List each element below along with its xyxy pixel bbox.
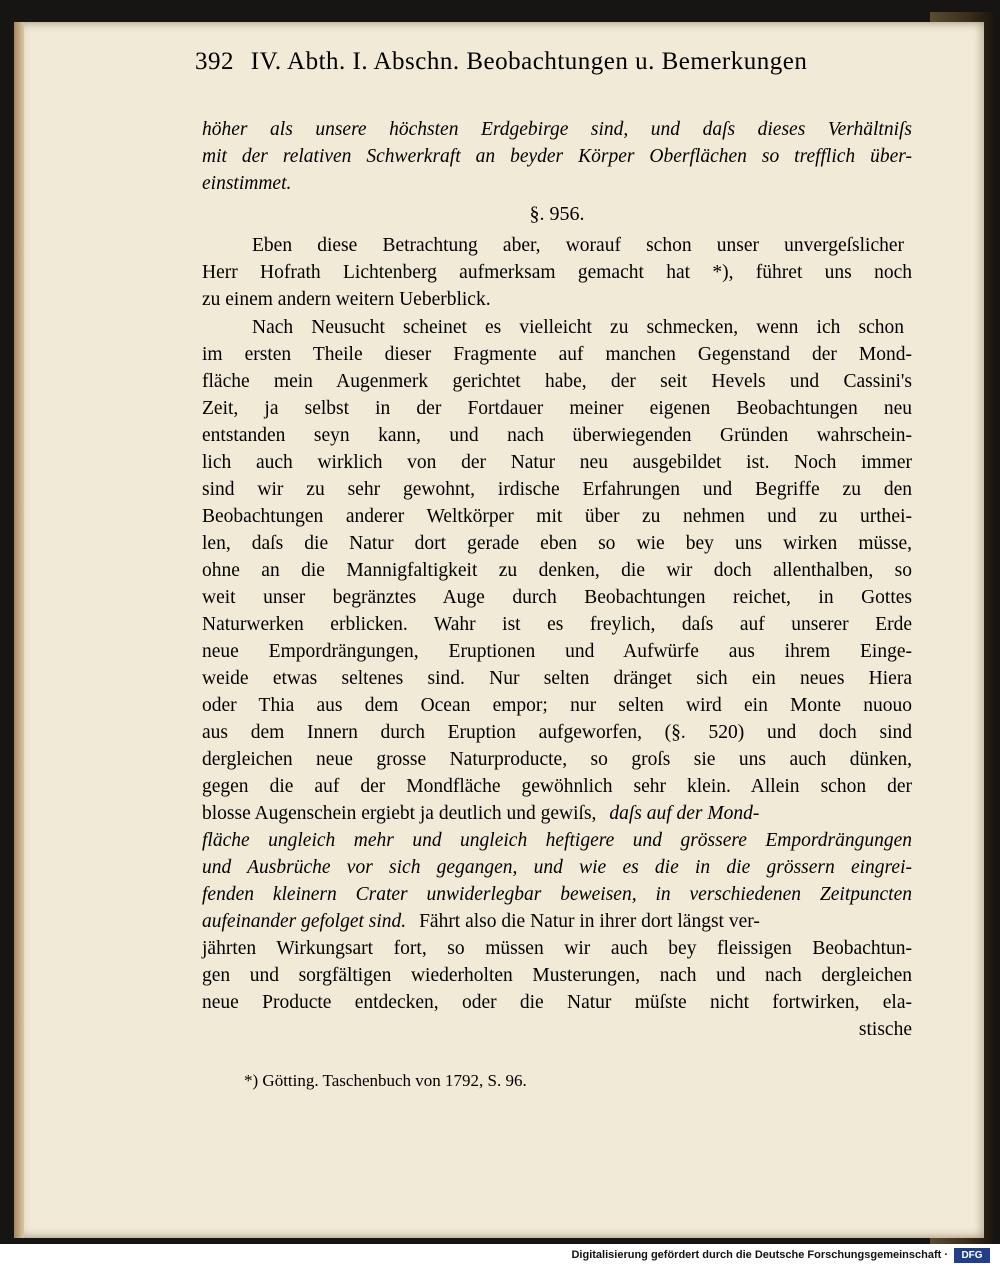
text-line: zu einem andern weitern Ueberblick. xyxy=(202,289,491,310)
text-line: mit der relativen Schwerkraft an beyder Körper Oberflächen so trefflich über- xyxy=(202,146,912,167)
text-line: aus dem Innern durch Eruption aufgeworfen, (§. 520) und doch sind xyxy=(202,722,912,743)
text-line: weide etwas seltenes sind. Nur selten dränget sich ein neues Hiera xyxy=(202,668,912,689)
text-line: entstanden seyn kann, und nach überwiegenden Gründen wahrschein- xyxy=(202,425,912,446)
text-line: gegen die auf der Mondfläche gewöhnlich sehr klein. Allein schon der xyxy=(202,776,912,797)
text-line: höher als unsere höchsten Erdgebirge sind, und daſs dieses Verhältniſs xyxy=(202,119,912,140)
running-title: IV. Abth. I. Abschn. Beobachtungen u. Bemerkungen xyxy=(250,48,808,75)
text-line: lich auch wirklich von der Natur neu ausgebildet ist. Noch immer xyxy=(202,452,912,473)
text-line: dergleichen neue grosse Naturproducte, so groſs sie uns auch dünken, xyxy=(202,749,912,770)
text-line: Zeit, ja selbst in der Fortdauer meiner eigenen Beobachtungen neu xyxy=(202,398,912,419)
text-line: fläche mein Augenmerk gerichtet habe, der seit Hevels und Cassini's xyxy=(202,371,912,392)
digitization-footer xyxy=(0,1244,1000,1268)
text-line: gen und sorgfältigen wiederholten Musterungen, nach und nach dergleichen xyxy=(202,965,912,986)
text-line: fläche ungleich mehr und ungleich heftigere und grössere Empordrängungen xyxy=(202,830,912,851)
footer-credit: Digitalisierung gefördert durch die Deutsche Forschungsgemeinschaft · xyxy=(571,1249,948,1261)
text-span-italic: aufeinander gefolget sind. xyxy=(202,911,407,932)
text-line-mixed xyxy=(202,912,912,932)
text-line: jährten Wirkungsart fort, so müssen wir auch bey fleissigen Beobachtun- xyxy=(202,938,912,959)
text-line: Beobachtungen anderer Weltkörper mit über zu nehmen und zu urthei- xyxy=(202,506,912,527)
text-line: sind wir zu sehr gewohnt, irdische Erfahrungen und Begriffe zu den xyxy=(202,479,912,500)
text-line: im ersten Theile dieser Fragmente auf manchen Gegenstand der Mond- xyxy=(202,344,912,365)
text-line: oder Thia aus dem Ocean empor; nur selten wird ein Monte nuouo xyxy=(202,695,912,716)
text-line: Herr Hofrath Lichtenberg aufmerksam gemacht hat *), führet uns noch xyxy=(202,262,912,283)
text-line: und Ausbrüche vor sich gegangen, und wie es die in die grössern eingrei- xyxy=(202,857,912,878)
page-gutter-shadow xyxy=(14,22,24,1238)
text-line: einstimmet. xyxy=(202,173,292,194)
catchword: stische xyxy=(858,1019,912,1040)
section-heading: §. 956. xyxy=(529,203,585,225)
text-line: neue Producte entdecken, oder die Natur müſste nicht fortwirken, ela- xyxy=(202,992,912,1013)
text-span-italic: daſs auf der Mond- xyxy=(609,803,760,824)
page-number: 392 xyxy=(195,48,234,75)
text-line-mixed xyxy=(202,804,912,824)
running-header xyxy=(195,48,895,76)
text-line: ohne an die Mannigfaltigkeit zu denken, die wir doch allenthalben, so xyxy=(202,560,912,581)
text-line: fenden kleinern Crater unwiderlegbar beweisen, in verschiedenen Zeitpuncten xyxy=(202,884,912,905)
text-line: Nach Neusucht scheinet es vielleicht zu schmecken, wenn ich schon xyxy=(252,317,904,338)
text-span: Fährt also die Natur in ihrer dort längst ver- xyxy=(419,911,760,932)
dfg-logo: DFG xyxy=(954,1248,990,1263)
text-line: len, daſs die Natur dort gerade eben so wie bey uns wirken müsse, xyxy=(202,533,912,554)
footnote: *) Götting. Taschenbuch von 1792, S. 96. xyxy=(244,1071,527,1090)
text-line: Naturwerken erblicken. Wahr ist es freylich, daſs auf unserer Erde xyxy=(202,614,912,635)
text-line: Eben diese Betrachtung aber, worauf schon unser unvergeſslicher xyxy=(252,235,904,256)
text-span: blosse Augenschein ergiebt ja deutlich und gewiſs, xyxy=(202,803,597,824)
text-line: neue Empordrängungen, Eruptionen und Aufwürfe aus ihrem Einge- xyxy=(202,641,912,662)
text-line: weit unser begränztes Auge durch Beobachtungen reichet, in Gottes xyxy=(202,587,912,608)
